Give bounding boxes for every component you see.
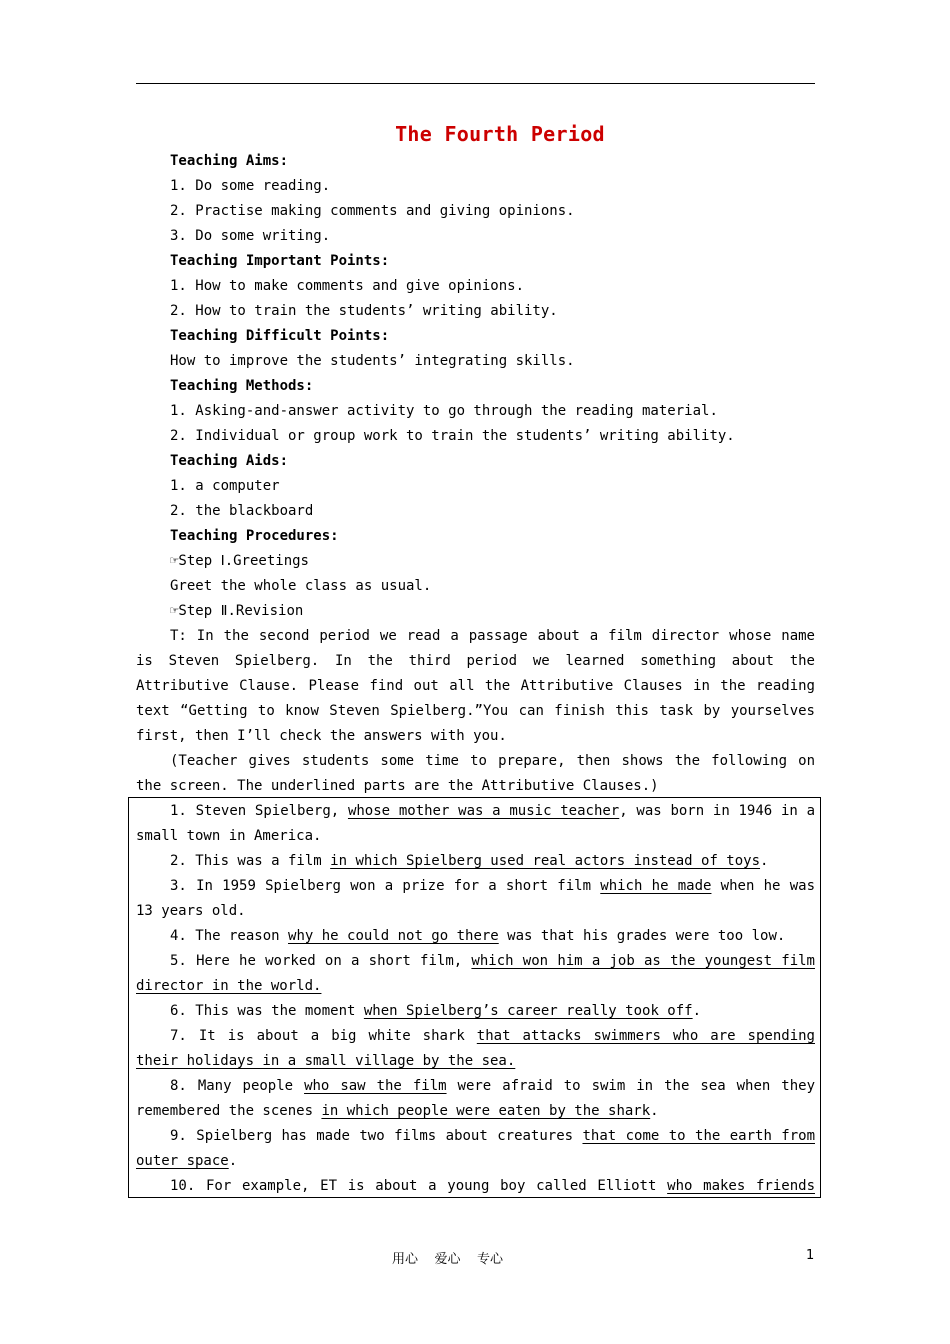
aims-item: 1. Do some reading. bbox=[170, 178, 331, 194]
teacher-note: the screen. The underlined parts are the Attributive Clauses.) bbox=[136, 778, 659, 794]
procedures-heading: Teaching Procedures: bbox=[170, 528, 339, 544]
attributive-clause: when Spielberg’s career really took off bbox=[363, 1003, 693, 1019]
important-heading: Teaching Important Points: bbox=[170, 253, 390, 269]
attributive-clause: outer space bbox=[136, 1153, 229, 1169]
lesson-body bbox=[136, 149, 815, 799]
attributive-clause: in which Spielberg used real actors instead of toys bbox=[330, 853, 761, 869]
aids-heading: Teaching Aids: bbox=[170, 453, 289, 469]
answer-line: 7. It is about a big white shark that attacks swimmers who are spending bbox=[170, 1028, 815, 1044]
teacher-note: (Teacher gives students some time to prepare, then shows the following on bbox=[170, 753, 815, 769]
aims-item: 3. Do some writing. bbox=[170, 228, 331, 244]
answer-line: small town in America. bbox=[136, 828, 322, 844]
aims-item: 2. Practise making comments and giving opinions. bbox=[170, 203, 575, 219]
important-item: 1. How to make comments and give opinions. bbox=[170, 278, 525, 294]
answer-line: 3. In 1959 Spielberg won a prize for a short film which he made when he was bbox=[170, 878, 816, 894]
answer-line: 10. For example, ET is about a young boy called Elliott who makes friends bbox=[170, 1178, 815, 1194]
answer-line: 5. Here he worked on a short film, which won him a job as the youngest film bbox=[170, 953, 815, 969]
teacher-line: T: In the second period we read a passage about a film director whose name bbox=[170, 628, 815, 644]
answer-line bbox=[136, 974, 815, 999]
step-heading: ☞Step Ⅱ.Revision bbox=[170, 603, 304, 619]
attributive-clause: which won him a job as the youngest film bbox=[471, 953, 815, 969]
aims-heading: Teaching Aims: bbox=[170, 153, 289, 169]
page-number: 1 bbox=[806, 1248, 815, 1263]
step-text: Greet the whole class as usual. bbox=[170, 578, 432, 594]
teacher-line: is Steven Spielberg. In the third period we learned something about the bbox=[136, 653, 815, 669]
page-title: The Fourth Period bbox=[395, 122, 605, 146]
attributive-clause: why he could not go there bbox=[288, 928, 499, 944]
header-rule bbox=[136, 83, 815, 84]
methods-item: 1. Asking-and-answer activity to go through the reading material. bbox=[170, 403, 718, 419]
attributive-clause: their holidays in a small village by the sea. bbox=[136, 1053, 516, 1069]
teacher-line: first, then I’ll check the answers with you. bbox=[136, 728, 507, 744]
answer-line: 9. Spielberg has made two films about creatures that come to the earth from bbox=[170, 1128, 815, 1144]
answer-line: remembered the scenes in which people were eaten by the shark. bbox=[136, 1103, 659, 1119]
answer-line bbox=[136, 1049, 815, 1074]
answer-line: 8. Many people who saw the film were afraid to swim in the sea when they bbox=[170, 1078, 815, 1094]
answer-list bbox=[136, 799, 815, 1199]
aids-item: 2. the blackboard bbox=[170, 503, 314, 519]
attributive-clause: whose mother was a music teacher bbox=[347, 803, 620, 819]
aids-item: 1. a computer bbox=[170, 478, 280, 494]
answer-line: outer space. bbox=[136, 1153, 238, 1169]
teacher-line: Attributive Clause. Please find out all the Attributive Clauses in the reading bbox=[136, 678, 815, 694]
answer-line: 1. Steven Spielberg, whose mother was a music teacher, was born in 1946 in a bbox=[170, 803, 815, 819]
methods-heading: Teaching Methods: bbox=[170, 378, 314, 394]
attributive-clause: that come to the earth from bbox=[582, 1128, 815, 1144]
attributive-clause: who makes friends bbox=[667, 1178, 815, 1194]
attributive-clause: in which people were eaten by the shark bbox=[321, 1103, 651, 1119]
methods-item: 2. Individual or group work to train the students’ writing ability. bbox=[170, 428, 735, 444]
important-item: 2. How to train the students’ writing ability. bbox=[170, 303, 558, 319]
attributive-clause: that attacks swimmers who are spending bbox=[476, 1028, 815, 1044]
footer-motto: 用心 爱心 专心 bbox=[392, 1252, 504, 1267]
step-heading: ☞Step Ⅰ.Greetings bbox=[170, 553, 309, 569]
teacher-line: text “Getting to know Steven Spielberg.”You can finish this task by yourselves bbox=[136, 703, 815, 719]
attributive-clause: director in the world. bbox=[136, 978, 322, 994]
difficult-text: How to improve the students’ integrating skills. bbox=[170, 353, 575, 369]
attributive-clause: which he made bbox=[600, 878, 712, 894]
answer-line: 4. The reason why he could not go there was that his grades were too low. bbox=[170, 928, 786, 944]
answer-line: 2. This was a film in which Spielberg used real actors instead of toys. bbox=[170, 853, 769, 869]
difficult-heading: Teaching Difficult Points: bbox=[170, 328, 390, 344]
answer-line: 6. This was the moment when Spielberg’s career really took off. bbox=[170, 1003, 702, 1019]
answer-line: 13 years old. bbox=[136, 903, 246, 919]
attributive-clause: who saw the film bbox=[304, 1078, 447, 1094]
